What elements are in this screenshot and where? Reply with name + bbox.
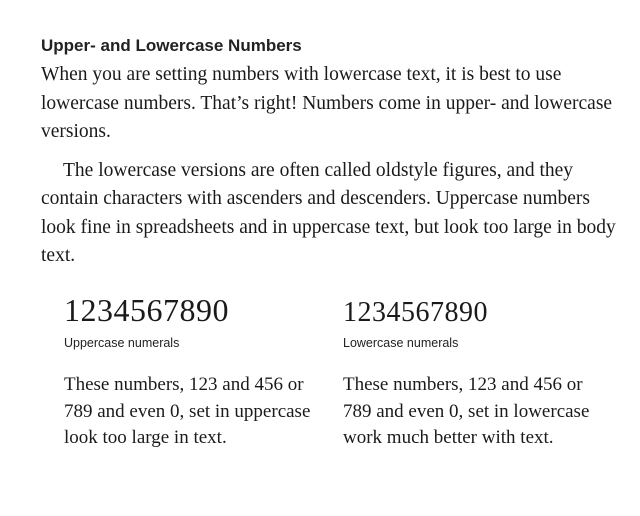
lowercase-numerals: 1234567890 — [343, 297, 488, 328]
paragraph-2: The lowercase versions are often called oldstyle figures, and they contain characters with ascenders and descenders. Uppercase numbers look fine in spreadsheets and in uppercase text, but look too large in body text. — [41, 159, 616, 266]
paragraph-1: When you are setting numbers with lowercase text, it is best to use lowercase numbers. That’s right! Numbers come in upper- and lowercase versions. — [41, 64, 613, 142]
body-text — [41, 61, 621, 271]
lowercase-sample-text: These numbers, 123 and 456 or 789 and even 0, set in lowercase work much better with text. — [343, 374, 590, 448]
uppercase-numerals: 1234567890 — [64, 292, 229, 328]
section-heading: Upper- and Lowercase Numbers — [41, 36, 302, 55]
uppercase-caption: Uppercase numerals — [64, 336, 180, 350]
uppercase-example — [64, 290, 314, 452]
lowercase-example — [343, 290, 603, 452]
lowercase-caption: Lowercase numerals — [343, 336, 459, 350]
uppercase-sample-text: These numbers, 123 and 456 or 789 and even 0, set in uppercase look too large in text. — [64, 374, 311, 448]
